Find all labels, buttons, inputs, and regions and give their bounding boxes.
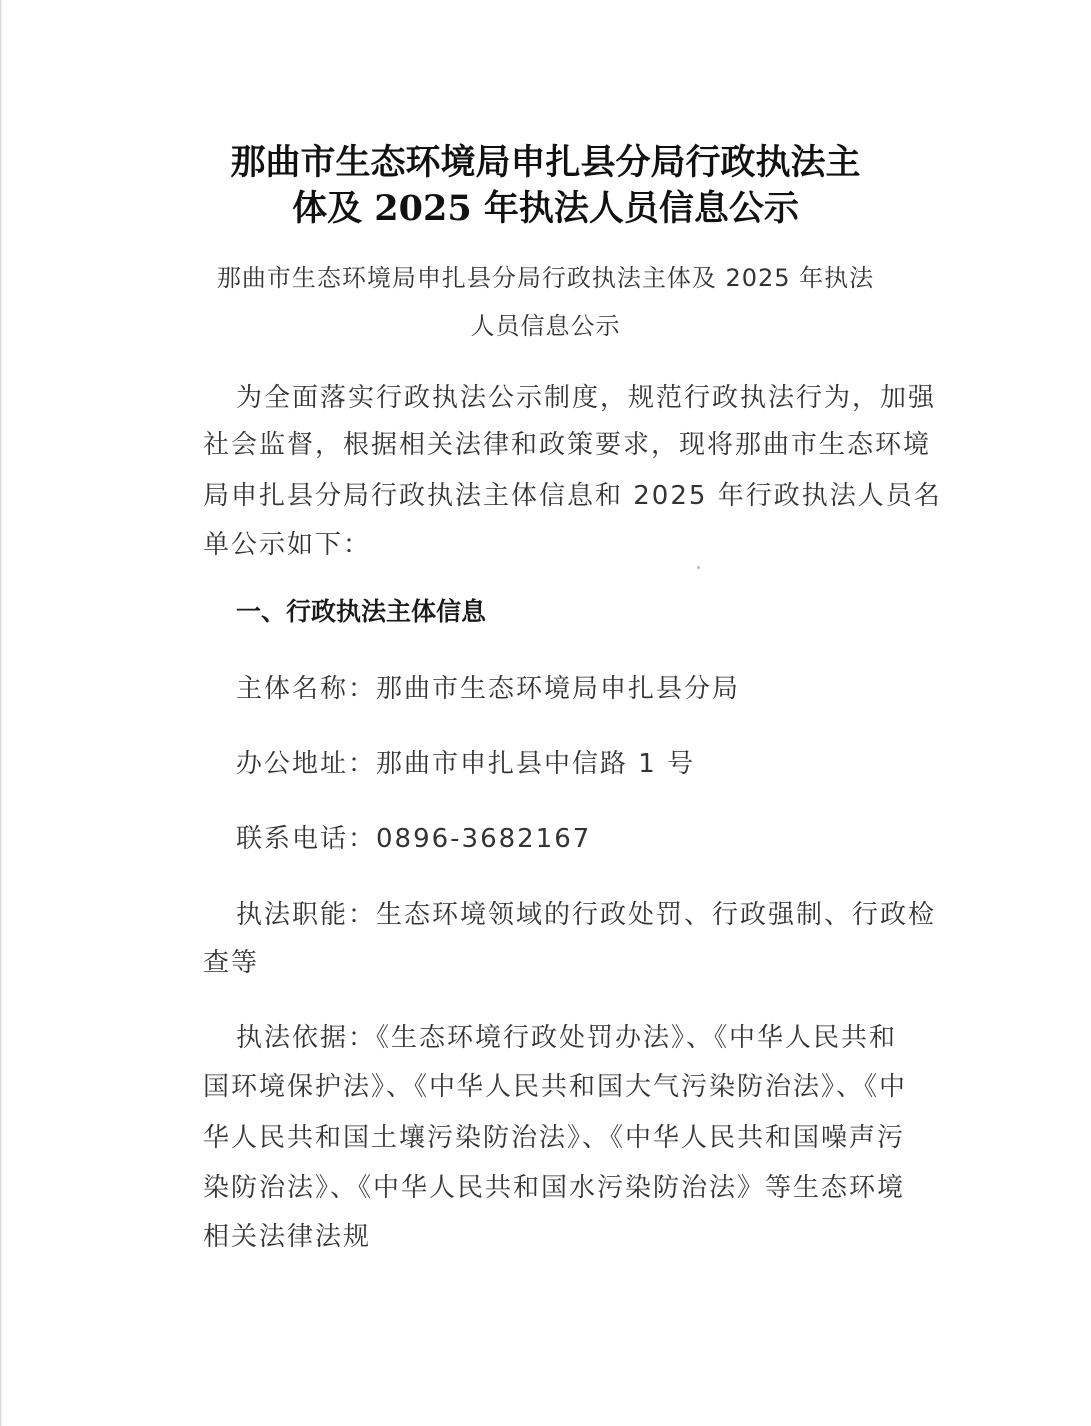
document-subtitle-line-1: 那曲市生态环境局申扎县分局行政执法主体及 2025 年执法 [216,264,875,292]
intro-paragraph-line: 社会监督，根据相关法律和政策要求，现将那曲市生态环境 [203,430,932,460]
basis-paragraph-line: 华人民共和国土壤污染防治法》、《中华人民共和国噪声污 [203,1123,906,1153]
basis-paragraph-line: 相关法律法规 [203,1222,372,1252]
basis-paragraph-line: 执法依据：《生态环境行政处罚办法》、《中华人民共和 [236,1023,898,1053]
office-address-line: 办公地址：那曲市申扎县中信路 1 号 [236,749,696,779]
subject-name-line: 主体名称：那曲市生态环境局申扎县分局 [236,674,741,704]
scan-edge [0,0,2,1426]
contact-phone-line: 联系电话：0896-3682167 [236,824,592,854]
basis-paragraph-line: 国环境保护法》、《中华人民共和国大气污染防治法》、《中 [203,1072,908,1102]
duties-paragraph-line: 查等 [203,948,260,978]
intro-paragraph-line: 单公示如下： [203,530,372,560]
duties-paragraph-line: 执法职能：生态环境领域的行政处罚、行政强制、行政检 [236,900,937,930]
intro-paragraph-line: 为全面落实行政执法公示制度，规范行政执法行为，加强 [236,383,937,413]
section-heading-enforcement-subject: 一、行政执法主体信息 [236,597,487,626]
scan-speck [697,566,700,569]
document-title-line-1: 那曲市生态环境局申扎县分局行政执法主 [230,142,861,183]
basis-paragraph-line: 染防治法》、《中华人民共和国水污染防治法》等生态环境 [203,1173,906,1203]
document-title-line-2: 体及 2025 年执法人员信息公示 [292,188,799,229]
intro-paragraph-line: 局申扎县分局行政执法主体信息和 2025 年行政执法人员名 [203,481,942,511]
document-subtitle-line-2: 人员信息公示 [470,312,621,340]
